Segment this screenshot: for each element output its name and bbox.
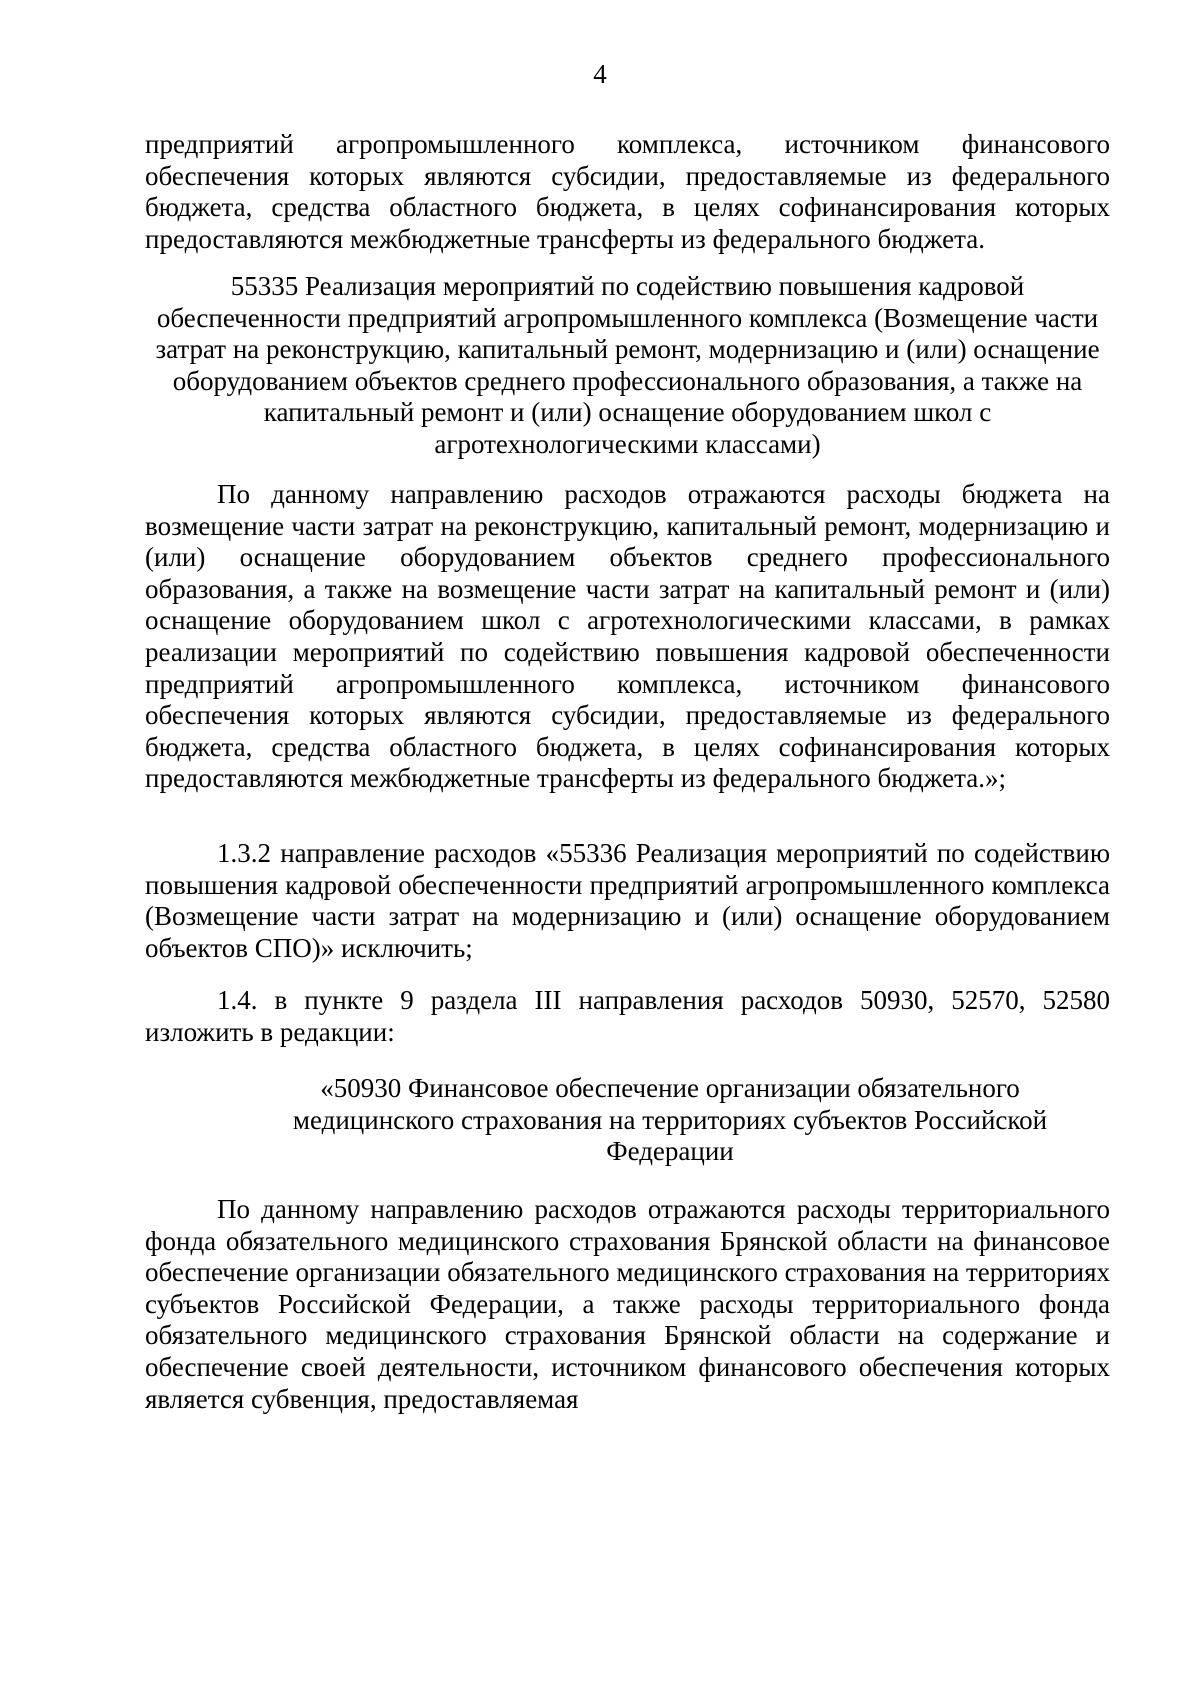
section-heading-55335: 55335 Реализация мероприятий по содействию повышения кадровой обеспеченности предприятий агропромышленного комплекса (Возмещение части затрат на реконструкцию, капитальный ремонт, модернизацию и (или) оснащение оборудованием объектов среднего профессионального образования, а также на капитальный ремонт и (или) оснащение оборудованием школ с агротехнологическими классами) [155, 271, 1100, 459]
paragraph-continuation: предприятий агропромышленного комплекса, источником финансового обеспечения которых являются субсидии, предоставляемые из федерального бюджета, средства областного бюджета, в целях софинансирования которых предоставляются межбюджетные трансферты из федерального бюджета. [145, 129, 1110, 254]
page-number: 4 [593, 59, 607, 89]
paragraph-1-3-2: 1.3.2 направление расходов «55336 Реализация мероприятий по содействию повышения кадровой обеспеченности предприятий агропромышленного комплекса (Возмещение части затрат на модернизацию и (или) оснащение оборудованием объектов СПО)» исключить; [145, 838, 1110, 963]
paragraph-1-4: 1.4. в пункте 9 раздела III направления расходов 50930, 52570, 52580 изложить в редакции: [145, 985, 1110, 1047]
paragraph-50930-description: По данному направлению расходов отражаются расходы территориального фонда обязательного медицинского страхования Брянской области на финансовое обеспечение организации обязательного медицинского страхования на территориях субъектов Российской Федерации, а также расходы территориального фонда обязательного медицинского страхования Брянской области на содержание и обеспечение своей деятельности, источником финансового обеспечения которых является субвенция, предоставляемая [145, 1194, 1110, 1414]
section-heading-50930: «50930 Финансовое обеспечение организации обязательного медицинского страхования на территориях субъектов Российской Федерации [292, 1073, 1048, 1167]
paragraph-55335-description: По данному направлению расходов отражаются расходы бюджета на возмещение части затрат на реконструкцию, капитальный ремонт, модернизацию и (или) оснащение оборудованием объектов среднего профессионального образования, а также на возмещение части затрат на капитальный ремонт и (или) оснащение оборудованием школ с агротехнологическими классами, в рамках реализации мероприятий по содействию повышения кадровой обеспеченности предприятий агропромышленного комплекса, источником финансового обеспечения которых являются субсидии, предоставляемые из федерального бюджета, средства областного бюджета, в целях софинансирования которых предоставляются межбюджетные трансферты из федерального бюджета.»; [145, 479, 1110, 794]
